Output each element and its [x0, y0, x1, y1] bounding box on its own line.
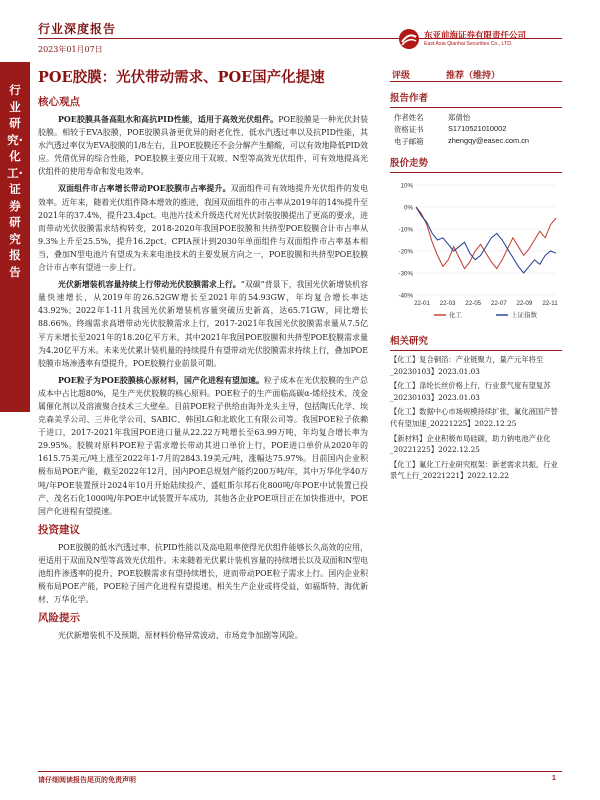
sidebar-info [390, 66, 562, 485]
rating-label: 评级 [392, 71, 411, 81]
y-tick-label: -30% [398, 270, 413, 278]
paragraph [38, 278, 368, 370]
report-type: 行业深度报告 [38, 22, 117, 36]
report-date: 2023年01月07日 [38, 45, 103, 54]
analyst-key: 电子邮箱 [394, 137, 424, 146]
analyst-row [390, 124, 562, 135]
footer-disclaimer: 请仔细阅读报告尾页的免责声明 [38, 776, 136, 784]
paragraph [38, 113, 368, 178]
analyst-value: 郑倩怡 [448, 113, 471, 122]
page-number: 1 [552, 775, 556, 782]
paragraph-body: 粒子成本在光伏胶膜的生产总成本中占比超80%，是生产光伏胶膜的核心原料。POE粒子的生产面临高碳α-烯烃技术、茂金属催化剂以及溶液聚合技术三大壁垒。目前POE粒子供给由海外龙头主导，包括陶氏化学、埃克森美孚公司、三井化学公司、SABIC、韩国LG和北欧化工有限公司等。我国POE粒子依赖于进口，2017-2021年我国POE进口量从22.22万吨增长至63.99万吨，年均复合增长率为29.95%。胶膜对原料POE粒子需求增长带动其进口单价上行，POE进口单价从2020年的1615.75美元/吨上涨至2022年1-7月的2843.19美元/吨，涨幅达75.97%。目前国内企业积极布局POE产能，截至2022年12月，国内POE总规划产能约200万吨/年，其中万华化学40万吨/年POE装置预计2024年10月开始陆续投产、盛虹斯尔邦石化800吨/年POE中试装置已投产、茂名石化1000吨/年POE中试装置开车成功，其他各企业POE项目正在加快推进中，POE国产化进程有望提速。 [38, 375, 368, 516]
stock-trend-heading: 股价走势 [390, 155, 562, 173]
y-tick-label: 0% [404, 204, 413, 212]
risk-heading: 风险提示 [38, 612, 80, 625]
analyst-email[interactable]: zhengqy@easec.com.cn [448, 136, 530, 145]
related-research-item[interactable]: 【化工】涤纶长丝价格上行，行业景气度有望复苏_20230103】2023.01.03 [390, 381, 551, 402]
related-research-item[interactable]: 【化工】氟化工行业研究框架：新老需求共振，行业景气上行_20221221】2022.12.22 [390, 459, 558, 481]
analyst-row [390, 136, 562, 147]
stock-trend-svg [390, 177, 562, 325]
logo-mark-icon [398, 28, 420, 50]
risk-text: 光伏新增装机不及预期、原材料价格异常波动、市场竞争加剧等风险。 [58, 631, 303, 641]
side-banner-text: 行业研究·化工·证券研究报告 [7, 83, 23, 279]
paragraph-lead: 光伏新增装机容量持续上行带动光伏胶膜需求上行。 [58, 280, 241, 290]
paragraph-lead: 双面组件市占率增长带动POE胶膜市占率提升。 [58, 184, 231, 194]
related-research-item[interactable]: 【化工】复合铜箔：产业链聚力，量产元年将至_20230103】2023.01.03 [390, 355, 544, 376]
x-tick-label: 22-11 [542, 300, 558, 307]
logo-chinese-name: 东亚前海证券有限责任公司 [424, 31, 527, 41]
analyst-row [390, 112, 562, 123]
legend-label: 上证指数 [511, 311, 537, 319]
paragraph-body: POE胶膜是一种光伏封装胶膜。相较于EVA胶膜，POE胶膜具备更优异的耐老化性、低水汽透过率以及抗PID性能，其水汽透过率仅为EVA胶膜的1/8左右，且POE胶膜还不会分解产生醋酸，可以有效地降低PID效应。凭借优异的综合性能，POE胶膜主要应用于双玻、N型等高效光伏组件，可有效地提高光伏组件的使用寿命和发电效率。 [38, 115, 368, 177]
x-tick-label: 22-09 [516, 300, 533, 307]
stock-trend-chart [390, 177, 562, 325]
logo-english-name: East Asia Qianhai Securities Co., LTD. [424, 41, 513, 47]
paragraph-body: 双面组件可有效地提升光伏组件的发电效率。近年来，随着光伏组件降本增效的推进，我国双面组件的市占率从2019年的14%提升至2021年的37.4%，提升23.4pct。电池片技术升级迭代对光伏封装胶膜提出了更高的要求，进而带动光伏胶膜需求结构转变，2018-2020年我国POE胶膜和共挤型POE胶膜合计市占率从9.3%上升至25.5%，提升16.2pct。CPIA预计到2030年单面组件与双面组件市占率基本相当，叠加N型电池片有望成为未来电池技术的主要发展方向之一，POE胶膜和共挤型POE胶膜合计市占率有望进一步上行。 [38, 184, 368, 273]
y-tick-label: -20% [398, 248, 413, 256]
x-tick-label: 22-07 [490, 300, 507, 307]
paragraph-lead: POE胶膜具备高阻水和高抗PID性能，适用于高效光伏组件。 [58, 115, 279, 124]
rating-row [390, 66, 562, 82]
related-research-list [390, 354, 562, 482]
y-tick-label: 10% [400, 182, 413, 190]
x-tick-label: 22-01 [414, 300, 430, 307]
core-views-heading: 核心观点 [38, 96, 80, 108]
investment-text: POE胶膜的低水汽透过率、抗PID性能以及高电阻率使得光伏组件能够长久高效的应用，更适用于双面及N型等高效光伏组件。未来随着光伏累计装机容量的持续增长以及双面和N型电池组件渗透率的提升，POE胶膜需求有望持续增长，进而带动POE粒子需求上行。国内企业积极布局POE产能，POE粒子国产化进程有望提速。相关生产企业或将受益，如福斯特、海优新材、万华化学。 [38, 542, 368, 605]
main-content [38, 92, 368, 646]
analyst-key: 作者姓名 [394, 113, 424, 122]
related-research-item[interactable]: 【新材料】企业积极布局硅碳，助力钠电池产业化_20221225】2022.12.25 [390, 433, 551, 455]
y-tick-label: -40% [398, 292, 413, 300]
investment-heading: 投资建议 [38, 523, 80, 536]
analyst-info [390, 108, 562, 147]
related-research-item[interactable]: 【化工】数据中心市场规模持续扩张，氟化液国产替代有望加速_20221225】2022.12.25 [390, 407, 558, 428]
rating-value: 推荐（维持） [446, 71, 501, 81]
company-logo [398, 28, 562, 52]
report-title: POE胶膜：光伏带动需求、POE国产化提速 [38, 69, 325, 86]
paragraph-lead: POE粒子为POE胶膜核心原材料，国产化进程有望加速。 [58, 375, 265, 385]
legend-label: 化工 [449, 311, 462, 319]
analyst-value: S1710521010002 [448, 124, 507, 133]
analyst-heading: 报告作者 [390, 90, 562, 108]
y-tick-label: -10% [398, 226, 413, 234]
series-line-industry [416, 207, 556, 269]
paragraph [38, 374, 368, 518]
paragraph-body: “双碳”背景下，我国光伏新增装机容量快速增长，从2019年的26.52GW增长至2021年的54.93GW，年均复合增长率达43.92%；2022年1-11月我国光伏新增装机容量突破历史新高，达65.71GW，同比增长88.66%。终端需求高增带动光伏胶膜需求上行，2017-2021年我国光伏胶膜需求量从7.5亿平方米增长至2021年的18.20亿平方米，其中2021年我国POE胶膜和共挤型POE胶膜需求量为4.20亿平方米。未来光伏累计装机量的持续提升有望带动光伏胶膜需求持续上行，叠加POE胶膜市场渗透率有望提升，POE胶膜行业前景可期。 [38, 280, 368, 368]
x-tick-label: 22-03 [439, 300, 456, 307]
x-tick-label: 22-05 [465, 300, 482, 307]
footer-divider [38, 771, 562, 772]
paragraph [38, 182, 368, 274]
related-research-heading: 相关研究 [390, 333, 562, 351]
analyst-key: 资格证书 [394, 125, 424, 134]
